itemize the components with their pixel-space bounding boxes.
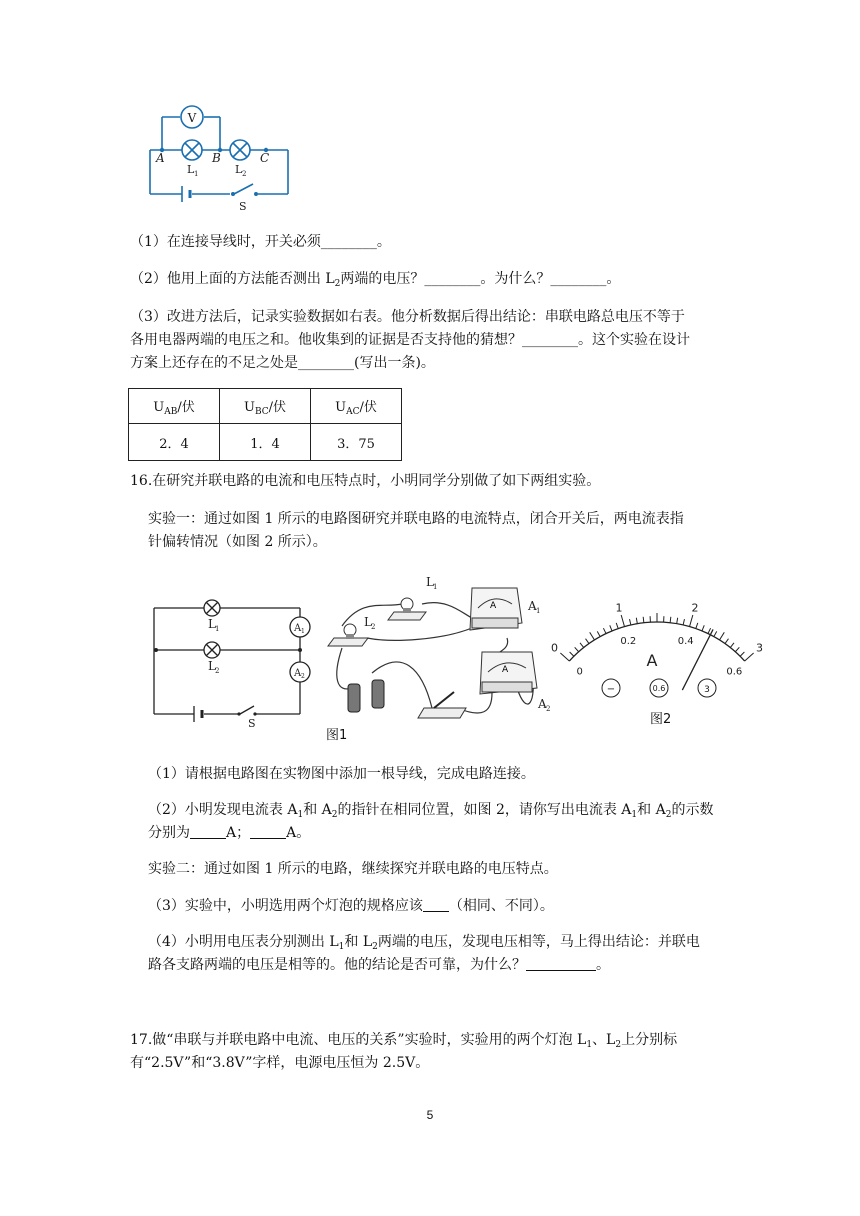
point-b-label: B [212, 151, 221, 165]
point-c-label: C [260, 151, 270, 165]
inner-tick-label: 0.2 [620, 636, 637, 648]
figure-1-caption: 图1 [326, 728, 348, 743]
q16-exp1-line1: 实验一：通过如图 1 所示的电路图研究并联电路的电流特点，闭合开关后，两电流表指 [148, 511, 684, 527]
q15-part3-line3: 方案上还存在的不足之处是________(写出一条)。 [130, 355, 435, 371]
table-cell: 2．4 [129, 424, 220, 461]
dial-tick [560, 653, 569, 661]
dial-tick [714, 631, 717, 636]
q16-part3: （3）实验中，小明选用两个灯泡的规格应该 （相同、不同）。 [148, 898, 554, 914]
lamp-l1-board [388, 598, 426, 620]
table-row [129, 389, 402, 424]
voltage-data-table [128, 388, 402, 461]
outer-tick-label: 3 [756, 641, 764, 655]
dial-tick [570, 652, 574, 656]
dial-tick [730, 643, 734, 648]
svg-text:A: A [538, 697, 547, 711]
dial-tick [621, 615, 624, 627]
knife-switch [418, 692, 466, 718]
svg-text:2: 2 [242, 170, 247, 178]
dial-tick [690, 615, 693, 627]
dial-tick [575, 647, 579, 651]
dial-tick [636, 618, 637, 624]
svg-text:1: 1 [433, 583, 438, 591]
dial-tick [603, 628, 606, 633]
parallel-schematic [148, 596, 323, 730]
outer-tick-label: 0 [550, 641, 558, 655]
table-row [129, 424, 402, 461]
dial-tick [740, 652, 744, 656]
page-number: 5 [426, 1108, 434, 1122]
svg-text:L: L [426, 575, 434, 589]
answer-blank-a1[interactable] [190, 824, 226, 839]
q16-intro: 16.在研究并联电路的电流和电压特点时，小明同学分别做了如下两组实验。 [130, 473, 601, 489]
switch-label: S [239, 200, 247, 213]
svg-text:1: 1 [215, 625, 220, 633]
q16-part1: （1）请根据电路图在实物图中添加一根导线，完成电路连接。 [148, 766, 535, 782]
dial-tick [720, 632, 725, 640]
point-a-label: A [156, 151, 165, 165]
answer-blank-a2[interactable] [250, 824, 286, 839]
dial-tick [745, 653, 754, 661]
svg-text:2: 2 [546, 705, 551, 713]
outer-tick-label: 1 [615, 601, 623, 615]
table-cell: 1．4 [220, 424, 311, 461]
dial-tick [670, 617, 671, 623]
svg-text:1: 1 [301, 628, 305, 635]
dial-tick [630, 619, 631, 625]
q15-part2: （2）他用上面的方法能否测出 $L_2$两端的电压？________。为什么？________。 [130, 271, 621, 289]
battery-cells [348, 680, 384, 712]
inner-tick-label: 0.4 [677, 636, 694, 648]
table-header-cell: $U_{AB}/$伏 [129, 389, 220, 424]
table-header-cell: $U_{AC}/$伏 [311, 389, 402, 424]
lamp-l2-label: L [235, 163, 243, 176]
figure-2-caption: 图2 [650, 712, 672, 727]
dial-tick [708, 628, 711, 633]
svg-text:L: L [208, 659, 216, 673]
series-circuit-figure [140, 96, 300, 214]
svg-text:2: 2 [215, 667, 220, 675]
terminal-0-6: 0.6 [652, 684, 666, 693]
dial-tick [590, 632, 595, 640]
table-header-cell: $U_{BC}/$伏 [220, 389, 311, 424]
dial-tick [586, 639, 589, 644]
q16-part2-line1: （2）小明发现电流表 $A_1$和 $A_2$的指针在相同位置，如图 2，请你写出电流表 $A_1$和 $A_2$的示数 [148, 802, 714, 820]
dial-tick [677, 618, 678, 624]
inner-tick-label: 0 [576, 666, 583, 678]
q17-line1: 17.做“串联与并联电路中电流、电压的关系”实验时，实验用的两个灯泡 $L_1$、$L_2$上分别标 [130, 1032, 678, 1050]
dial-tick [580, 643, 584, 648]
dial-tick [643, 617, 644, 623]
dial-tick [610, 625, 612, 631]
terminal-negative: − [606, 684, 616, 695]
svg-text:S: S [248, 717, 256, 730]
dial-tick [597, 631, 600, 636]
dial-tick [696, 623, 698, 629]
svg-text:A: A [490, 601, 497, 611]
lamp-l2-board [328, 624, 368, 646]
q17-line2: 有“2.5V”和“3.8V”字样，电源电压恒为 2.5V。 [130, 1055, 430, 1071]
dial-tick [725, 639, 728, 644]
svg-text:A: A [294, 668, 302, 679]
outer-tick-label: 2 [691, 601, 699, 615]
svg-text:1: 1 [194, 170, 199, 178]
voltmeter-label: V [187, 111, 197, 125]
lamp-l1-label: L [187, 163, 195, 176]
dial-tick [735, 647, 739, 651]
svg-text:2: 2 [371, 623, 376, 631]
terminal-3: 3 [704, 685, 710, 695]
q16-part4-line1: （4）小明用电压表分别测出 $L_1$和 $L_2$两端的电压，发现电压相等，马上得出结论：并联电 [148, 934, 700, 952]
dial-tick [616, 623, 618, 629]
svg-text:A: A [294, 623, 302, 634]
ammeter-a1 [470, 588, 522, 630]
answer-blank-spec[interactable] [423, 897, 449, 912]
q16-exp1-line2: 针偏转情况（如图 2 所示）。 [148, 534, 327, 550]
svg-text:A: A [502, 665, 509, 675]
q16-part4-line2: 路各支路两端的电压是相等的。他的结论是否可靠，为什么？ 。 [148, 957, 610, 973]
dial-tick [702, 625, 704, 631]
svg-text:1: 1 [536, 607, 541, 615]
dial-tick [683, 619, 684, 625]
svg-text:A: A [528, 599, 537, 613]
q15-part3-line1: （3）改进方法后，记录实验数据如右表。他分析数据后得出结论：串联电路总电压不等于 [130, 309, 685, 325]
q15-part3-line2: 各用电器两端的电压之和。他收集到的证据是否支持他的猜想？________。这个实验在设计 [130, 332, 690, 348]
svg-text:L: L [208, 617, 216, 631]
answer-blank-reason[interactable] [526, 956, 596, 971]
physical-circuit [322, 568, 562, 744]
dial-unit: A [646, 651, 658, 670]
inner-tick-label: 0.6 [726, 666, 743, 678]
svg-text:L: L [364, 615, 372, 629]
q15-part1: （1）在连接导线时，开关必须________。 [130, 234, 391, 250]
svg-text:2: 2 [301, 673, 305, 680]
ammeter-a2 [480, 652, 537, 694]
q16-exp2: 实验二：通过如图 1 所示的电路，继续探究并联电路的电压特点。 [148, 861, 558, 877]
table-cell: 3．75 [311, 424, 402, 461]
q16-part2-line2: 分别为 A； A。 [148, 825, 311, 841]
